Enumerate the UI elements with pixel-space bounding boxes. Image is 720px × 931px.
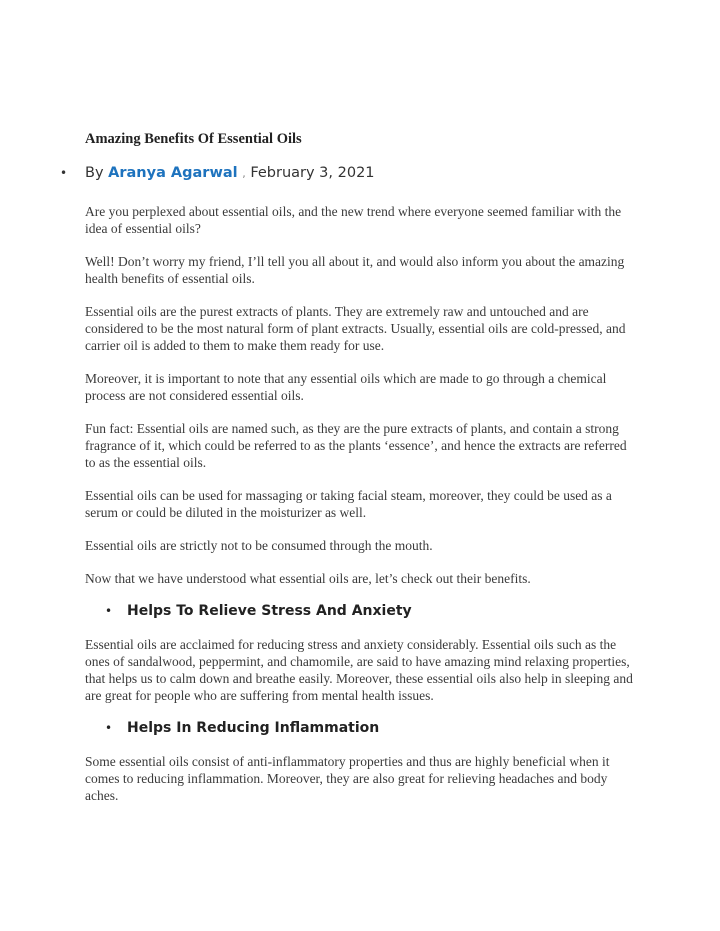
byline-separator: , [242, 167, 246, 180]
paragraph: Essential oils can be used for massaging or taking facial steam, moreover, they could be used as a serum or could be diluted in the moisturizer as well. [85, 488, 612, 520]
byline-bullet: • [60, 166, 68, 180]
heading-bullet: • [105, 604, 113, 618]
section-heading-inflammation [105, 720, 640, 737]
paragraph: Moreover, it is important to note that any essential oils which are made to go through a chemical process are not considered essential oils. [85, 371, 607, 403]
byline-by: By [85, 165, 104, 181]
paragraph: Now that we have understood what essential oils are, let’s check out their benefits. [85, 571, 531, 586]
paragraph: Are you perplexed about essential oils, and the new trend where everyone seemed familiar with the idea of essential oils? [85, 204, 622, 236]
article-body [85, 203, 640, 820]
section-heading-label: Helps To Relieve Stress And Anxiety [127, 603, 412, 619]
heading-bullet: • [105, 721, 113, 735]
paragraph: Essential oils are the purest extracts of plants. They are extremely raw and untouched and are considered to be the most natural form of plant extracts. Usually, essential oils are cold-pressed, and carrier oil is added to them to make them ready for use. [85, 304, 626, 353]
paragraph: Well! Don’t worry my friend, I’ll tell you all about it, and would also inform you about the amazing health benefits of essential oils. [85, 254, 625, 286]
publish-date: February 3, 2021 [250, 165, 375, 181]
section-heading-stress [105, 603, 640, 620]
paragraph: Fun fact: Essential oils are named such, as they are the pure extracts of plants, and contain a strong fragrance of it, which could be referred to as the plants ‘essence’, and hence the extracts are referred to as the essential oils. [85, 421, 627, 470]
author-link[interactable]: Aranya Agarwal [108, 165, 238, 181]
section-heading-label: Helps In Reducing Inflammation [127, 720, 380, 736]
article-title: Amazing Benefits Of Essential Oils [85, 131, 302, 147]
paragraph: Essential oils are strictly not to be consumed through the mouth. [85, 538, 433, 553]
section-text-inflammation: Some essential oils consist of anti-inflammatory properties and thus are highly beneficial when it comes to reducing inflammation. Moreover, they are also great for relieving headaches and body aches. [85, 754, 610, 803]
section-text-stress: Essential oils are acclaimed for reducing stress and anxiety considerably. Essential oils such as the ones of sandalwood, peppermint, and chamomile, are said to have amazing mind relaxing properties, that helps us to calm down and breathe easily. Moreover, these essential oils also help in sleeping and are great for people who are suffering from mental health issues. [85, 637, 633, 703]
article-byline [60, 165, 375, 182]
